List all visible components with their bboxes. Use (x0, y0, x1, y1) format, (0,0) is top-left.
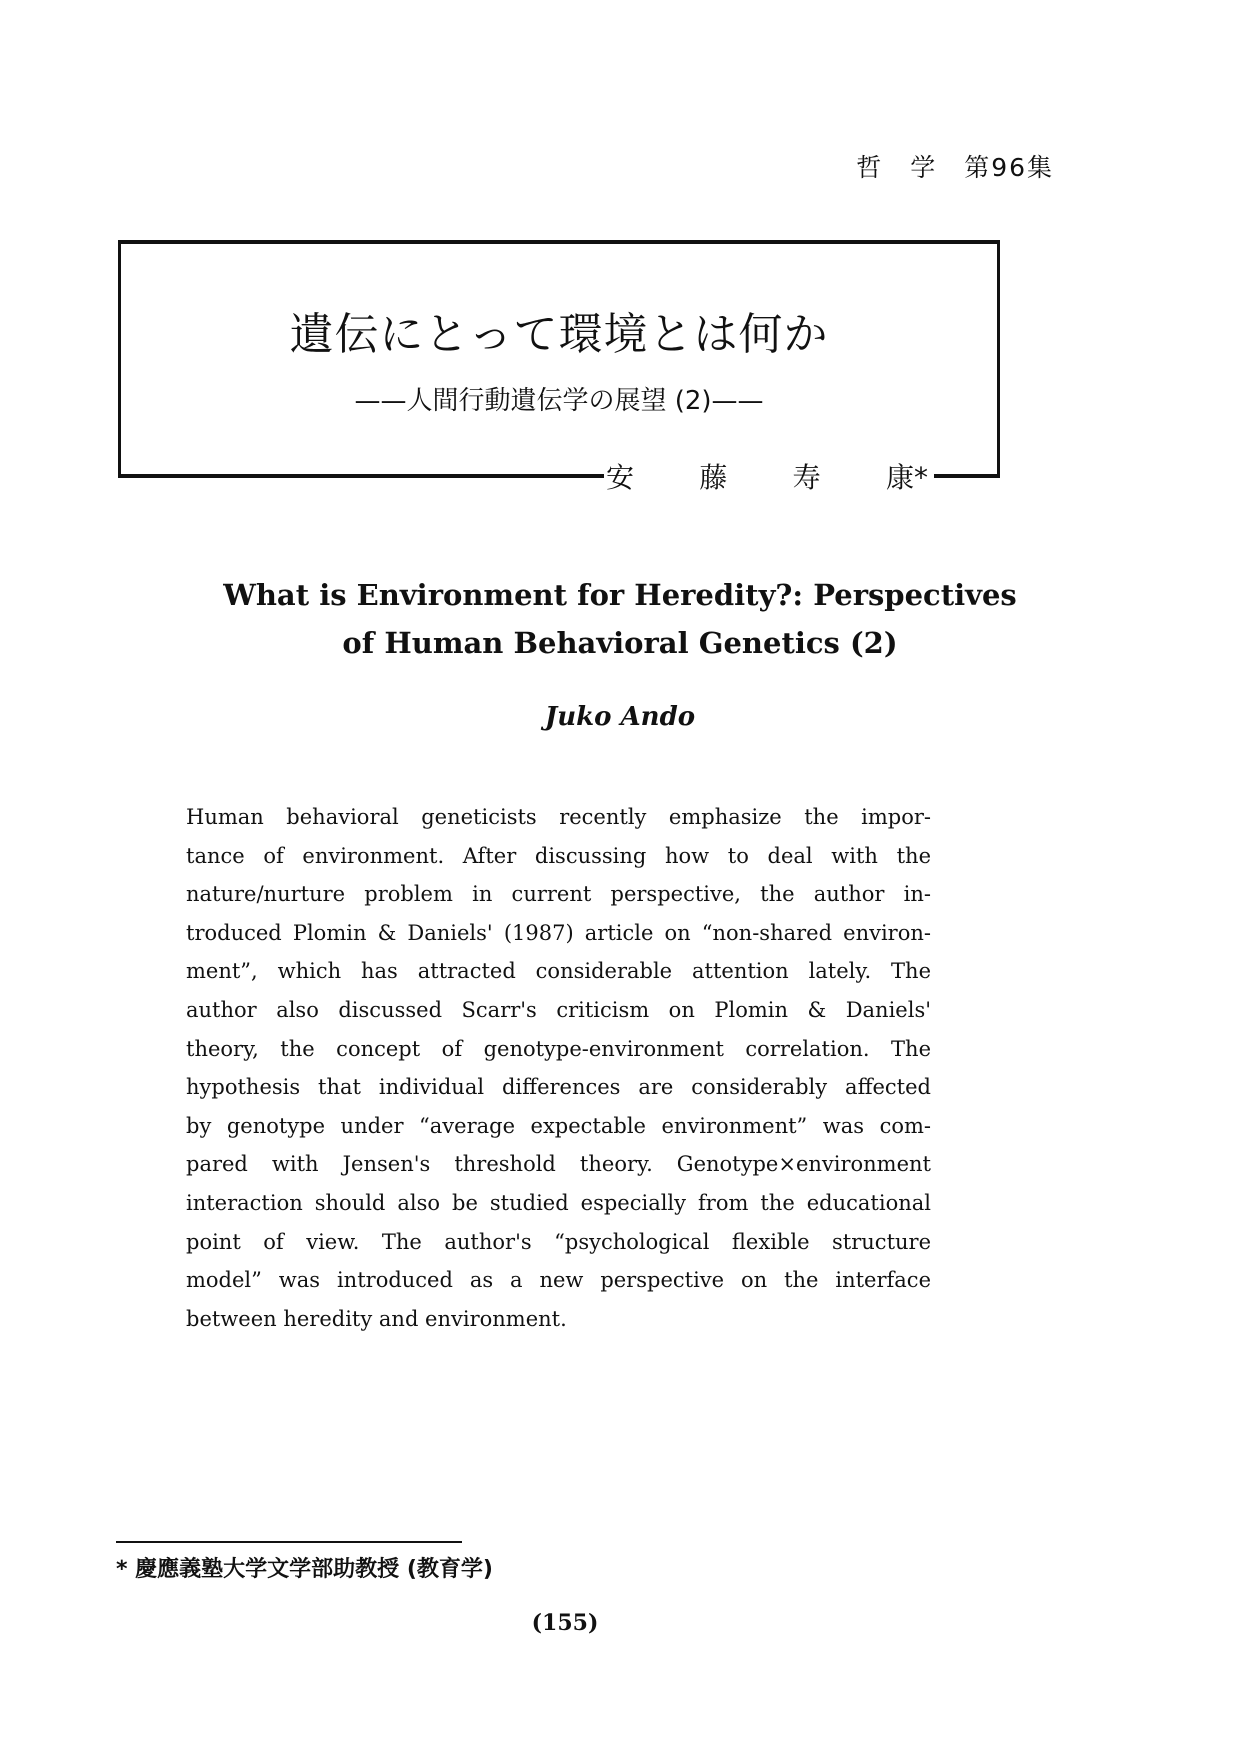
abstract-line: pared with Jensen's threshold theory. Genotype×environment (186, 1152, 931, 1177)
abstract-line: model” was introduced as a new perspective on the interface (186, 1268, 931, 1293)
abstract-line: ment”, which has attracted considerable attention lately. The (186, 959, 931, 984)
title-box-bottom-rule-left (118, 474, 604, 478)
author-char: 康* (885, 461, 928, 494)
english-title-line-2: of Human Behavioral Genetics (2) (342, 626, 898, 660)
english-author: Juko Ando (544, 702, 696, 732)
author-char: 寿 (792, 461, 821, 494)
english-title-line-1: What is Environment for Heredity?: Perspectives (223, 578, 1017, 612)
journal-header: 哲 学 第96集 (856, 153, 1054, 182)
abstract-line: point of view. The author's “psychological flexible structure (186, 1229, 931, 1254)
abstract-line: hypothesis that individual differences are considerably affected (186, 1075, 931, 1100)
abstract-line: theory, the concept of genotype-environment correlation. The (186, 1036, 931, 1061)
japanese-title: 遺伝にとって環境とは何か (289, 309, 829, 360)
japanese-subtitle: ——人間行動遺伝学の展望 (2)—— (354, 386, 764, 416)
author-char: 安 (606, 461, 635, 494)
abstract-line: interaction should also be studied especially from the educational (186, 1190, 931, 1215)
abstract-line: between heredity and environment. (186, 1306, 567, 1331)
abstract-line: author also discussed Scarr's criticism on Plomin & Daniels' (186, 997, 931, 1022)
abstract-line: by genotype under “average expectable environment” was com- (186, 1113, 931, 1138)
abstract-line: nature/nurture problem in current perspective, the author in- (186, 882, 931, 907)
abstract-line: troduced Plomin & Daniels' (1987) article on “non-shared environ- (186, 920, 931, 945)
title-box-bottom-rule-right (934, 474, 1000, 478)
footnote-rule (116, 1541, 462, 1543)
abstract-line: Human behavioral geneticists recently emphasize the impor- (186, 805, 931, 829)
abstract (186, 798, 931, 1338)
author-char: 藤 (699, 461, 728, 494)
footnote: * 慶應義塾大学文学部助教授 (教育学) (116, 1557, 493, 1582)
japanese-author (606, 456, 928, 496)
abstract-line: tance of environment. After discussing how to deal with the (186, 843, 931, 868)
page-number: (155) (531, 1610, 599, 1636)
title-box-top-rule (118, 240, 1000, 244)
